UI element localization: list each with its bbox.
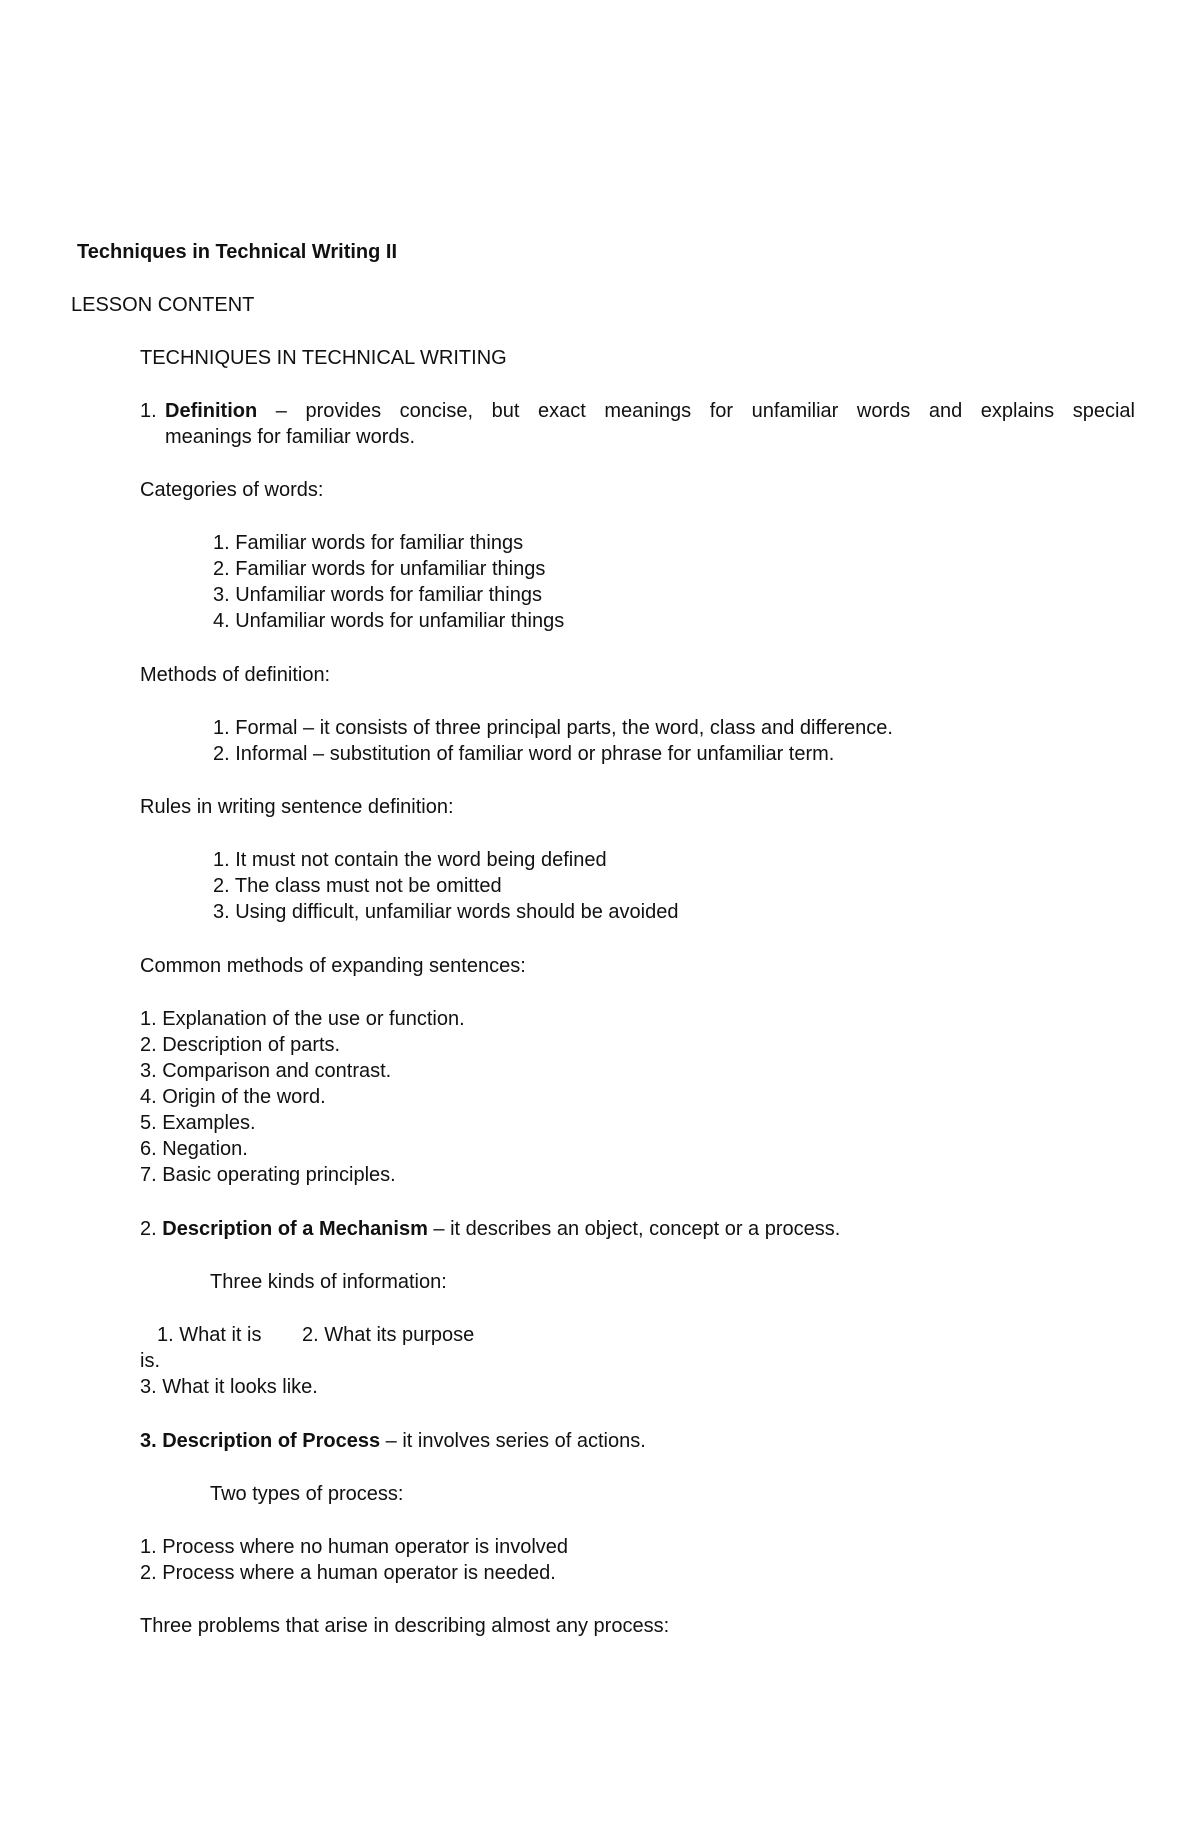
list-item: 7. Basic operating principles.	[140, 1164, 396, 1186]
mechanism-term: Description of a Mechanism	[162, 1218, 428, 1240]
expanding-heading: Common methods of expanding sentences:	[140, 955, 526, 977]
process-term: 3. Description of Process	[140, 1430, 381, 1452]
mechanism-line	[140, 1216, 840, 1242]
list-item: 3. Using difficult, unfamiliar words should be avoided	[213, 901, 679, 923]
list-item: 2. Familiar words for unfamiliar things	[213, 558, 546, 580]
section-heading: TECHNIQUES IN TECHNICAL WRITING	[140, 347, 507, 369]
document-title: Techniques in Technical Writing II	[77, 241, 398, 263]
list-item: 3. Comparison and contrast.	[140, 1060, 392, 1082]
definition-term: Definition	[165, 400, 258, 422]
list-item: 4. Origin of the word.	[140, 1086, 326, 1108]
list-item: 1. Explanation of the use or function.	[140, 1008, 465, 1030]
definition-desc-line2: meanings for familiar words.	[165, 426, 416, 448]
process-desc: – it involves series of actions.	[380, 1430, 646, 1452]
lesson-heading: LESSON CONTENT	[71, 294, 255, 316]
definition-paragraph	[165, 398, 1135, 424]
mechanism-number: 2.	[140, 1218, 157, 1240]
list-item: 6. Negation.	[140, 1138, 248, 1160]
list-item: 2. Description of parts.	[140, 1034, 341, 1056]
list-item: 1. It must not contain the word being defined	[213, 849, 607, 871]
list-item: 1. What it is	[157, 1324, 262, 1346]
list-item: 4. Unfamiliar words for unfamiliar things	[213, 610, 565, 632]
list-item: 3. What it looks like.	[140, 1376, 318, 1398]
list-item: 2. What its purpose	[302, 1324, 475, 1346]
list-item: 5. Examples.	[140, 1112, 256, 1134]
mechanism-subheading: Three kinds of information:	[210, 1271, 447, 1293]
problems-heading: Three problems that arise in describing almost any process:	[140, 1615, 670, 1637]
definition-number: 1.	[140, 400, 157, 422]
process-subheading: Two types of process:	[210, 1483, 404, 1505]
definition-desc-line1: – provides concise, but exact meanings for unfamiliar words and explains special	[257, 400, 1135, 422]
list-item: 1. Formal – it consists of three principal parts, the word, class and difference.	[213, 717, 893, 739]
list-item: 1. Process where no human operator is involved	[140, 1536, 569, 1558]
list-item: 1. Familiar words for familiar things	[213, 532, 524, 554]
list-item: 2. The class must not be omitted	[213, 875, 502, 897]
list-item: 2. Informal – substitution of familiar word or phrase for unfamiliar term.	[213, 743, 835, 765]
process-line	[140, 1428, 646, 1454]
rules-heading: Rules in writing sentence definition:	[140, 796, 454, 818]
methods-heading: Methods of definition:	[140, 664, 331, 686]
list-item: 2. Process where a human operator is needed.	[140, 1562, 556, 1584]
categories-heading: Categories of words:	[140, 479, 324, 501]
list-item-continuation: is.	[140, 1350, 160, 1372]
mechanism-desc: – it describes an object, concept or a process.	[427, 1218, 841, 1240]
list-item: 3. Unfamiliar words for familiar things	[213, 584, 542, 606]
